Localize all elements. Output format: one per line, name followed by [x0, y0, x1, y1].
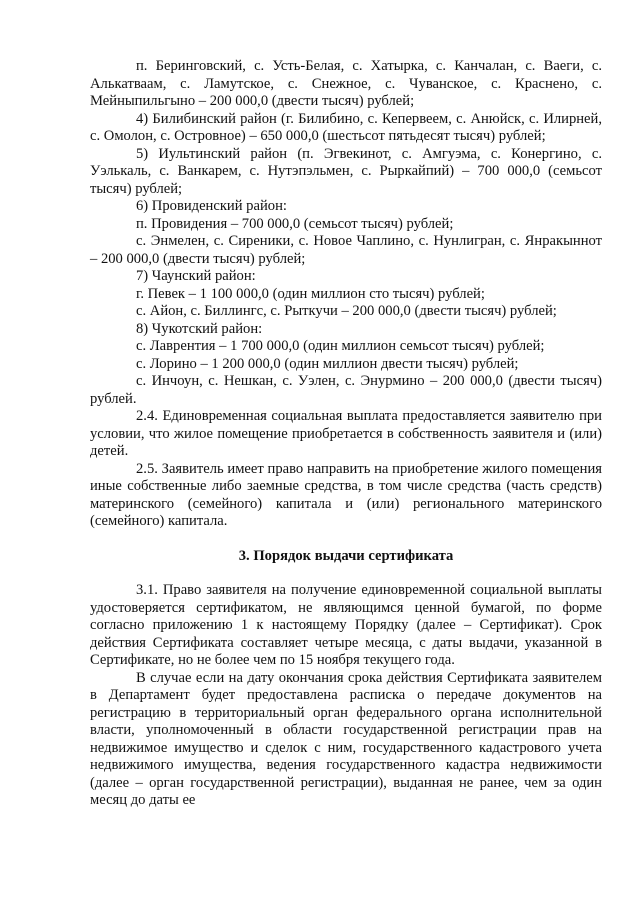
paragraph-providensky-heading: 6) Провиденский район:	[136, 198, 287, 214]
document-body	[90, 58, 602, 810]
paragraph-chukotsky-heading: 8) Чукотский район:	[136, 320, 263, 337]
paragraph-pevek: г. Певек – 1 100 000,0 (один миллион сто тысяч) рублей;	[136, 285, 485, 302]
paragraph-lavrentiya: с. Лаврентия – 1 700 000,0 (один миллион семьсот тысяч) рублей;	[136, 338, 545, 354]
paragraph-chukotsky-settlements: с. Инчоун, с. Нешкан, с. Уэлен, с. Энурмино – 200 000,0 (двести тысяч) рублей.	[90, 373, 602, 407]
paragraph-chaunsky-settlements: с. Айон, с. Биллингс, с. Рыткучи – 200 000,0 (двести тысяч) рублей;	[136, 303, 557, 319]
paragraph-3-1: 3.1. Право заявителя на получение единовременной социальной выплаты удостоверяется сертификатом, не являющимся ценной бумагой, по форме согласно приложению 1 к настоящему Порядку (далее – Сертификат). Срок действия Сертификата составляет четыре месяца, с даты выдачи, указанной в Сертификате, но не более чем по 15 ноября текущего года.	[90, 582, 602, 668]
paragraph-2-5: 2.5. Заявитель имеет право направить на приобретение жилого помещения иные собственные либо заемные средства, в том числе средства (часть средств) материнского (семейного) капитала и (или) регионального материнского (семейного) капитала.	[90, 460, 602, 529]
section-heading: 3. Порядок выдачи сертификата	[238, 547, 454, 564]
paragraph-provideniya: п. Провидения – 700 000,0 (семьсот тысяч) рублей;	[136, 215, 454, 232]
paragraph-providensky-settlements: с. Энмелен, с. Сиреники, с. Новое Чаплино, с. Нунлигран, с. Янракыннот – 200 000,0 (двести тысяч) рублей;	[90, 233, 602, 267]
paragraph-chaunsky-heading: 7) Чаунский район:	[136, 268, 256, 284]
paragraph-settlements-anadyr-district: п. Беринговский, с. Усть-Белая, с. Хатырка, с. Канчалан, с. Ваеги, с. Алькатваам, с. Ламутское, с. Снежное, с. Чуванское, с. Краснено, с. Мейныпильгыно – 200 000,0 (двести тысяч) рублей;	[90, 58, 602, 109]
paragraph-2-4: 2.4. Единовременная социальная выплата предоставляется заявителю при условии, что жилое помещение приобретается в собственность заявителя и (или) детей.	[90, 408, 602, 459]
paragraph-bilibino-district: 4) Билибинский район (г. Билибино, с. Кепервеем, с. Анюйск, с. Илирней, с. Омолон, с. Островное) – 650 000,0 (шестьсот пятьдесят тысяч) рублей;	[90, 110, 602, 144]
paragraph-iultinsky-district: 5) Иультинский район (п. Эгвекинот, с. Амгуэма, с. Конергино, с. Уэлькаль, с. Ванкарем, с. Нутэпэльмен, с. Рыркайпий) – 700 000,0 (семьсот тысяч) рублей;	[90, 145, 602, 197]
paragraph-lorino: с. Лорино – 1 200 000,0 (один миллион двести тысяч) рублей;	[136, 355, 519, 372]
paragraph-3-1-continued: В случае если на дату окончания срока действия Сертификата заявителем в Департамент будет предоставлена расписка о передаче документов на регистрацию в территориальный орган федерального органа исполнительной власти, уполномоченный в области государственной регистрации прав на недвижимое имущество и сделок с ним, государственного кадастрового учета недвижимого имущества, ведения государственного кадастра недвижимости (далее – орган государственной регистрации), выданная не ранее, чем за один месяц до даты ее	[90, 669, 602, 808]
